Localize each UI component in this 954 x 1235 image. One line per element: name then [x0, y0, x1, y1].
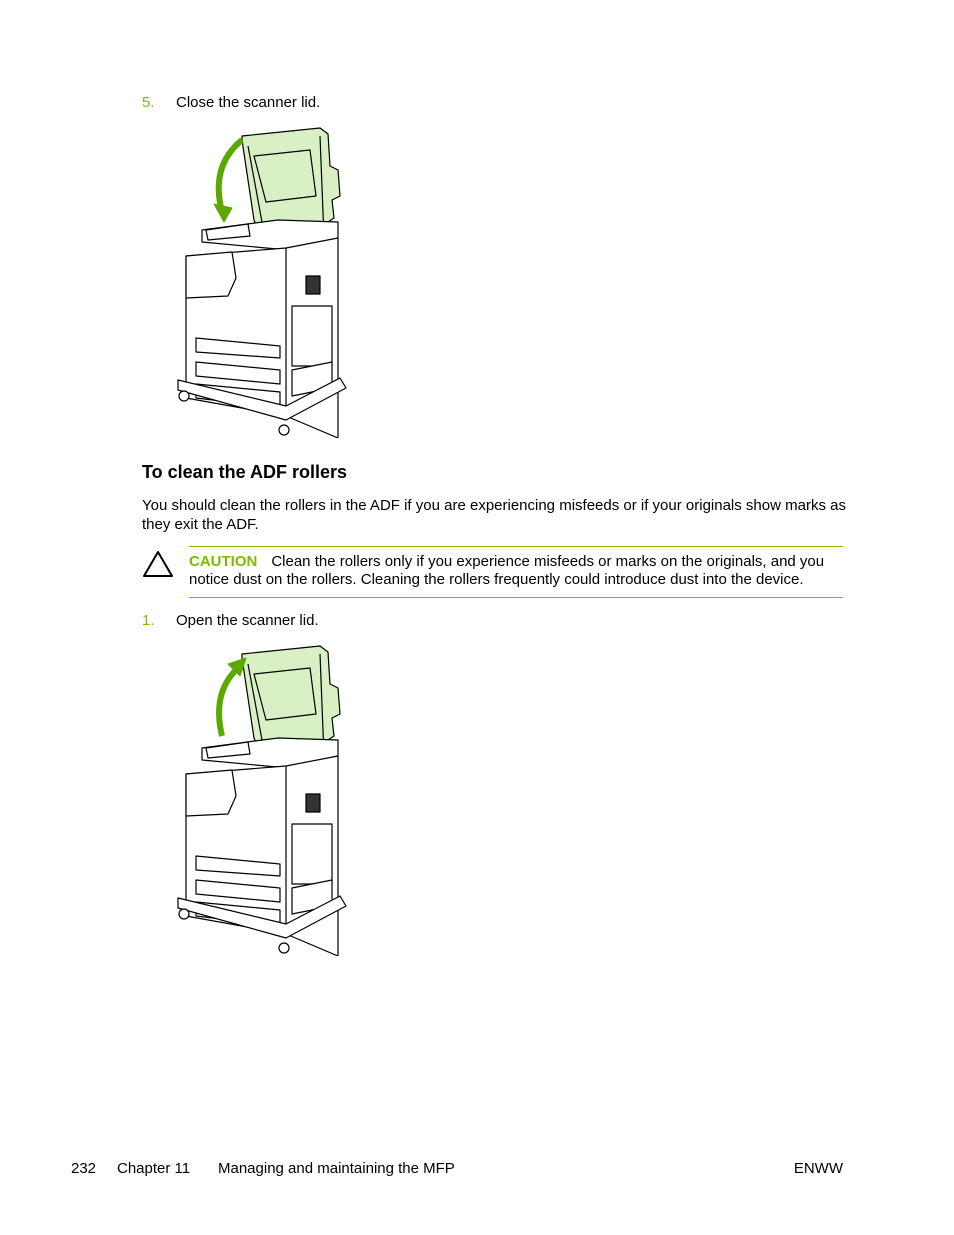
- step-1: [142, 612, 319, 630]
- printer-lid-opening-illustration: [170, 644, 350, 961]
- step-text: Open the scanner lid.: [176, 612, 319, 629]
- warning-triangle-icon: [142, 550, 174, 583]
- caution-note: [142, 546, 843, 598]
- section-paragraph: You should clean the rollers in the ADF if you are experiencing misfeeds or if your originals show marks as they exit the ADF.: [142, 497, 846, 533]
- footer-doc-code: ENWW: [793, 1160, 843, 1177]
- step-number: 1.: [142, 612, 155, 629]
- section-heading: To clean the ADF rollers: [142, 462, 348, 482]
- printer-lid-closing-illustration: [170, 126, 350, 443]
- footer-chapter-title: Managing and maintaining the MFP: [218, 1160, 455, 1177]
- caution-label: CAUTION: [189, 553, 258, 570]
- caution-text: Clean the rollers only if you experience misfeeds or marks on the originals, and you notice dust on the rollers. Cleaning the rollers frequently could introduce dust into the device.: [189, 553, 825, 588]
- footer-page-number: 232: [71, 1160, 97, 1177]
- caution-box: [189, 546, 843, 598]
- step-5: [142, 94, 320, 112]
- footer-chapter: Chapter 11: [117, 1160, 191, 1177]
- step-number: 5.: [142, 94, 155, 111]
- step-text: Close the scanner lid.: [176, 94, 321, 111]
